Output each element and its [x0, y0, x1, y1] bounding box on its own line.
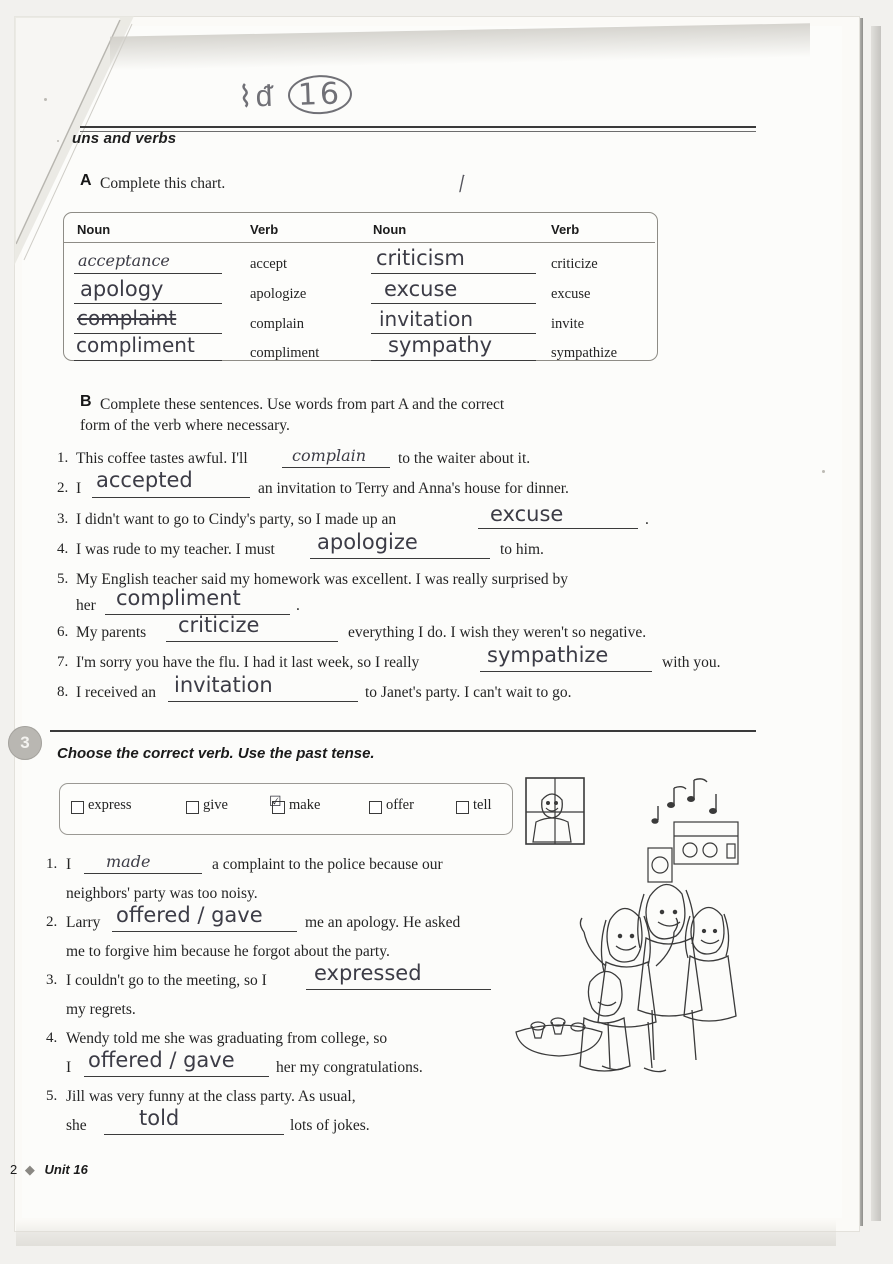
section-3-item-1-number: 1.	[46, 856, 58, 872]
exercise-a-letter: A	[80, 172, 92, 189]
exercise-b-item-2-number: 2.	[57, 480, 69, 496]
section-a-rule	[80, 126, 756, 128]
section-3-item-3-text-before: I couldn't go to the meeting, so I	[66, 972, 267, 989]
chart-answer-noun-3: apology	[80, 277, 164, 301]
chart-answer-noun-7: compliment	[76, 333, 195, 357]
exercise-b-item-8-answer: invitation	[174, 673, 273, 697]
exercise-b-item-8-text-before: I received an	[76, 684, 157, 701]
exercise-b-item-8-number: 8.	[57, 684, 69, 700]
section-3-item-3-answer: expressed	[314, 961, 422, 985]
exercise-b-item-1-answer: complain	[292, 446, 367, 465]
section-a-title: uns and verbs	[72, 130, 177, 147]
section-3-item-2-line2: me to forgive him because he forgot about the party.	[66, 943, 390, 960]
exercise-a-instruction: Complete this chart.	[100, 175, 226, 192]
section-3-item-2-answer: offered / gave	[116, 903, 263, 927]
footer-unit-label: Unit 16	[44, 1162, 88, 1177]
chart-answer-noun-2: criticism	[376, 246, 465, 270]
section-3-item-2-text-before: Larry	[66, 914, 101, 931]
scan-speckle	[57, 140, 59, 142]
section-3-item-2-number: 2.	[46, 914, 58, 930]
scan-speckle	[44, 98, 47, 101]
handwritten-scribble: ⌇ᵭ	[237, 78, 276, 115]
page-footer	[10, 1162, 88, 1178]
chart-verb-8: sympathize	[551, 345, 618, 361]
exercise-b-item-6-answer: criticize	[178, 613, 260, 637]
exercise-b-item-1-text-after: to the waiter about it.	[398, 450, 531, 467]
section-3-number-badge: 3	[8, 726, 42, 760]
section-3-title: Choose the correct verb. Use the past tense.	[57, 745, 375, 762]
section-3-item-4-answer: offered / gave	[88, 1048, 235, 1072]
section-3-item-3-number: 3.	[46, 972, 58, 988]
section-3-item-1-answer: made	[106, 852, 151, 871]
exercise-b-item-7-answer: sympathize	[487, 643, 609, 667]
exercise-b-item-5-number: 5.	[57, 571, 69, 587]
section-a-rule-thin	[80, 131, 756, 132]
chart-verb-1: accept	[250, 256, 288, 272]
exercise-b-item-7-number: 7.	[57, 654, 69, 670]
exercise-b-item-6-number: 6.	[57, 624, 69, 640]
exercise-b-item-4-blank	[310, 558, 490, 559]
section-3-item-5-blank	[104, 1134, 284, 1135]
exercise-b-item-5-answer: compliment	[116, 586, 241, 610]
chart-verb-3: apologize	[250, 286, 307, 302]
chart-blank-noun-2	[371, 273, 536, 274]
exercise-b-item-6-text-after: everything I do. I wish they weren't so negative.	[348, 624, 647, 641]
exercise-b-item-5-text-before: My English teacher said my homework was excellent. I was really surprised by	[76, 571, 568, 588]
exercise-b-item-4-answer: apologize	[317, 530, 418, 554]
exercise-b-item-3-answer: excuse	[490, 502, 564, 526]
exercise-b-item-4-number: 4.	[57, 541, 69, 557]
section-3-item-5-line-prefix: she	[66, 1117, 87, 1134]
chart-header-divider	[64, 242, 655, 243]
section-3-item-1-text-after: a complaint to the police because our	[212, 856, 443, 873]
section-3-item-3-blank	[306, 989, 491, 990]
exercise-b-item-7-text-before: I'm sorry you have the flu. I had it last week, so I really	[76, 654, 420, 671]
handwritten-circled-number: 16	[287, 74, 353, 115]
section-3-item-5-number: 5.	[46, 1088, 58, 1104]
section-3-item-2-blank	[112, 931, 297, 932]
chart-col-header-noun-2: Noun	[373, 222, 407, 237]
chart-col-header-verb-2: Verb	[551, 222, 580, 237]
checkbox-label-make[interactable]: make	[289, 797, 321, 813]
checkbox-label-offer[interactable]: offer	[386, 797, 414, 813]
section-3-item-4-text-after: her my congratulations.	[276, 1059, 423, 1076]
stray-pen-mark: 丨	[449, 170, 474, 198]
chart-verb-2: criticize	[551, 256, 598, 272]
exercise-b-item-5-text-after: .	[296, 597, 300, 614]
chart-answer-noun-1: acceptance	[78, 251, 170, 270]
exercise-b-item-2-text-after: an invitation to Terry and Anna's house for dinner.	[258, 480, 569, 497]
chart-verb-6: invite	[551, 316, 585, 332]
exercise-b-item-8-text-after: to Janet's party. I can't wait to go.	[365, 684, 572, 701]
chart-blank-noun-1	[74, 273, 222, 274]
checkbox-label-give[interactable]: give	[203, 797, 228, 813]
footer-page-number: 2	[10, 1162, 18, 1177]
exercise-b-item-4-text-after: to him.	[500, 541, 544, 558]
exercise-b-item-2-answer: accepted	[96, 468, 193, 492]
page-binding-shade	[871, 26, 881, 1221]
exercise-b-instruction-line1: Complete these sentences. Use words from part A and the correct	[100, 396, 505, 413]
exercise-b-item-3-number: 3.	[57, 511, 69, 527]
exercise-b-item-4-text-before: I was rude to my teacher. I must	[76, 541, 275, 558]
checkbox-express[interactable]	[71, 801, 84, 814]
exercise-b-letter: B	[80, 393, 92, 410]
chart-blank-noun-3	[74, 303, 222, 304]
party-cartoon-illustration	[498, 770, 766, 1098]
checkbox-label-express[interactable]: express	[88, 797, 132, 813]
section-3-item-5-text-before: Jill was very funny at the class party. As usual,	[66, 1088, 356, 1105]
exercise-b-item-1-text-before: This coffee tastes awful. I'll	[76, 450, 248, 467]
exercise-b-item-7-text-after: with you.	[662, 654, 721, 671]
exercise-b-item-7-blank	[480, 671, 652, 672]
chart-verb-5: complain	[250, 316, 304, 332]
exercise-b-item-8-blank	[168, 701, 358, 702]
chart-answer-noun-8: sympathy	[388, 333, 492, 357]
chart-answer-noun-4: excuse	[384, 277, 458, 301]
page-binding-edge	[860, 18, 863, 1226]
scan-speckle	[822, 470, 825, 473]
checkbox-label-tell[interactable]: tell	[473, 797, 492, 813]
section-3-item-5-text-after: lots of jokes.	[290, 1117, 370, 1134]
chart-col-header-verb-1: Verb	[250, 222, 279, 237]
section-3-rule	[50, 730, 756, 732]
section-3-item-2-text-after: me an apology. He asked	[305, 914, 461, 931]
chart-blank-noun-7	[74, 360, 222, 361]
exercise-b-item-3-blank	[478, 528, 638, 529]
page-bottom-shadow	[16, 1220, 836, 1246]
handwritten-page-header	[237, 76, 352, 115]
chart-answer-noun-5: complaint	[77, 306, 177, 330]
exercise-b-item-1-number: 1.	[57, 450, 69, 466]
exercise-b-item-5-text-prefix: her	[76, 597, 96, 614]
exercise-b-item-2-blank	[92, 497, 250, 498]
section-3-item-4-number: 4.	[46, 1030, 58, 1046]
checkbox-offer[interactable]	[369, 801, 382, 814]
exercise-b-item-1-blank	[282, 467, 390, 468]
exercise-b-instruction-line2: form of the verb where necessary.	[80, 417, 290, 434]
section-3-item-3-line2: my regrets.	[66, 1001, 136, 1018]
section-3-item-5-answer: told	[139, 1106, 180, 1130]
checkbox-make-checkmark: ☑	[269, 794, 282, 810]
section-3-item-1-blank	[84, 873, 202, 874]
chart-blank-noun-8	[371, 360, 536, 361]
exercise-b-item-6-blank	[166, 641, 338, 642]
chart-blank-noun-4	[371, 303, 536, 304]
footer-separator-icon: ◆	[24, 1162, 35, 1177]
exercise-b-item-6-text-before: My parents	[76, 624, 147, 641]
section-3-item-4-line-prefix: I	[66, 1059, 72, 1076]
section-3-item-4-text-before: Wendy told me she was graduating from college, so	[66, 1030, 388, 1047]
section-3-item-1-text-before: I	[66, 856, 72, 873]
exercise-b-item-3-text-after: .	[645, 511, 649, 528]
exercise-b-item-3-text-before: I didn't want to go to Cindy's party, so I made up an	[76, 511, 397, 528]
chart-col-header-noun-1: Noun	[77, 222, 111, 237]
section-3-item-4-blank	[84, 1076, 269, 1077]
exercise-b-item-2-text-before: I	[76, 480, 82, 497]
chart-verb-7: compliment	[250, 345, 320, 361]
chart-answer-noun-6: invitation	[379, 307, 474, 331]
checkbox-give[interactable]	[186, 801, 199, 814]
checkbox-tell[interactable]	[456, 801, 469, 814]
section-3-item-1-line2: neighbors' party was too noisy.	[66, 885, 258, 902]
chart-verb-4: excuse	[551, 286, 591, 302]
